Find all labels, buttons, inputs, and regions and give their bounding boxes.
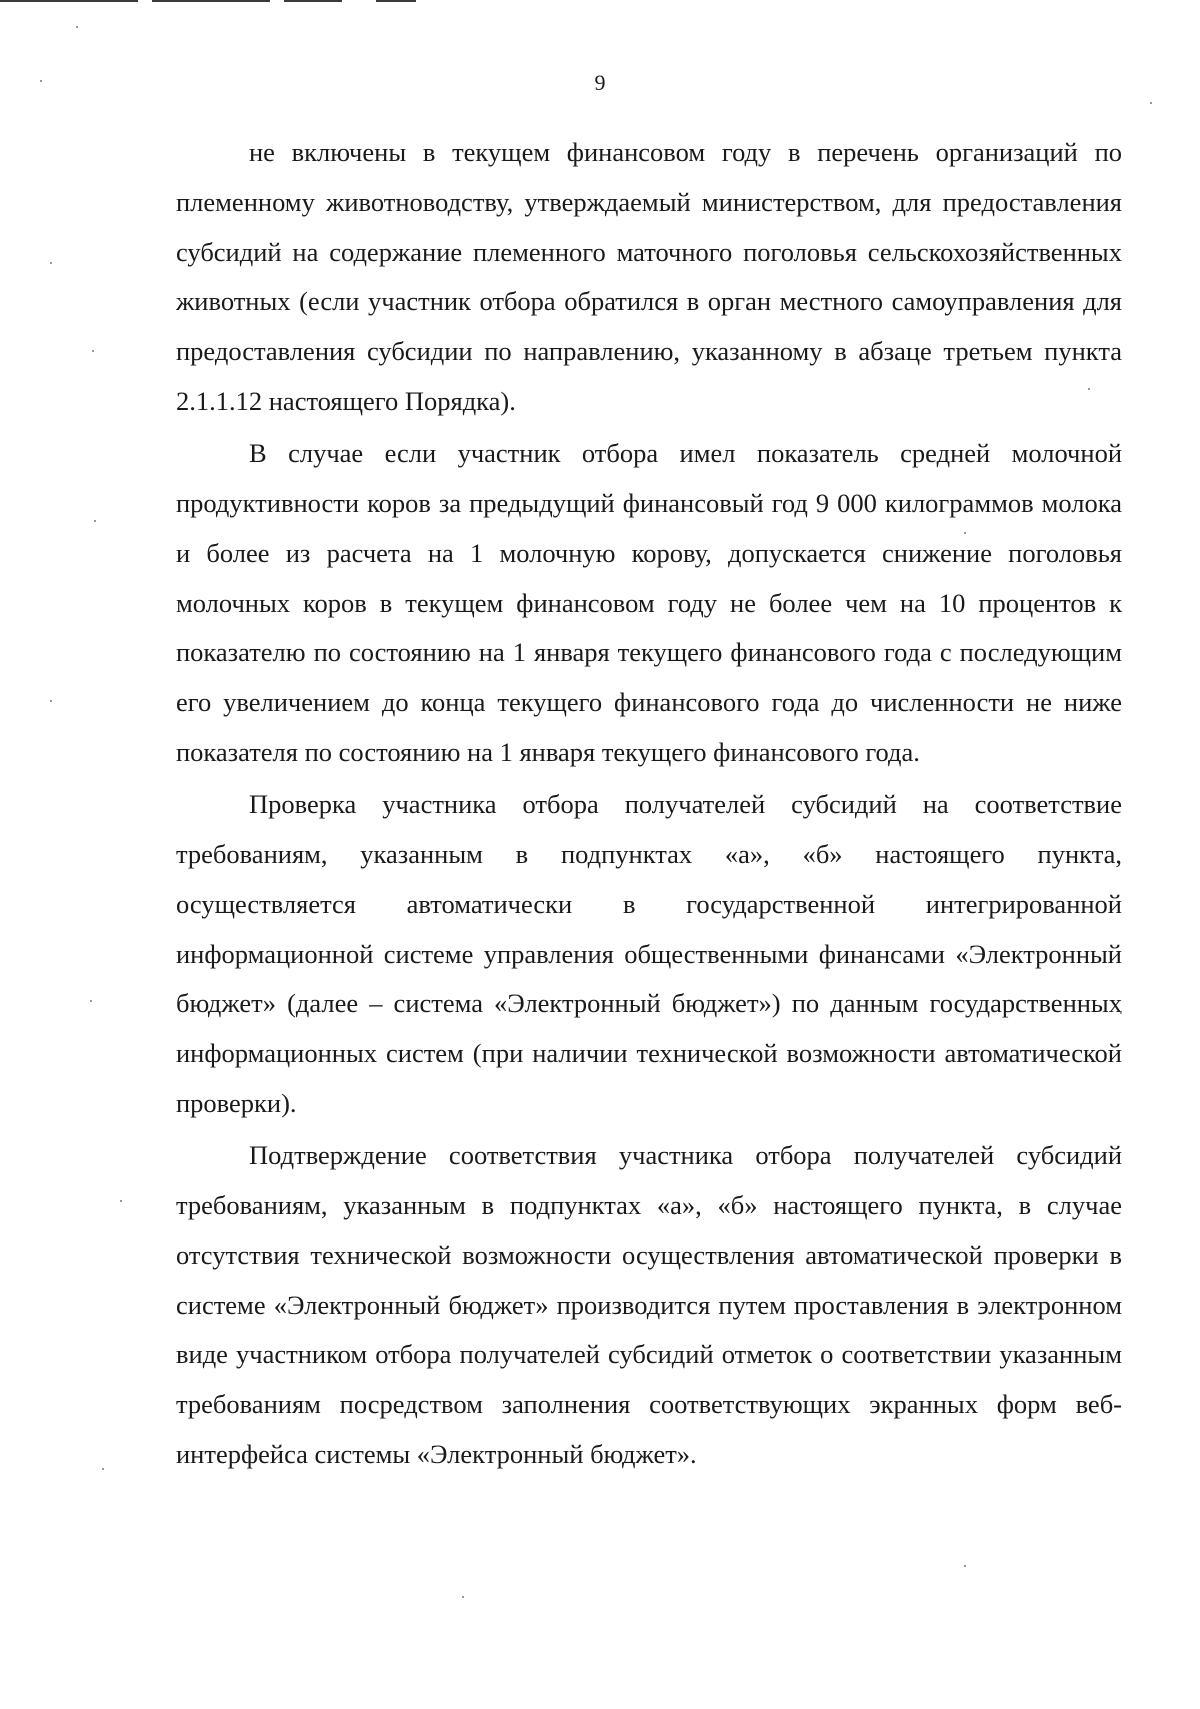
scan-speck — [964, 1565, 966, 1567]
scan-edge-line — [0, 0, 138, 2]
paragraph-confirmation: Подтверждение соответствия участника отбора получателей субсидий требованиям, указанным в подпунктах «а», «б» настоящего пункта, в случае отсутствия технической возможности осуществления автоматической проверки в системе «Электронный бюджет» производится путем проставления в электронном виде участником отбора получателей субсидий отметок о соответствии указанным требованиям посредством заполнения соответствующих экранных форм веб-интерфейса системы «Электронный бюджет». — [176, 1140, 1122, 1469]
scan-speck — [462, 1596, 464, 1598]
scan-speck — [102, 1468, 104, 1470]
paragraph-continuation: не включены в текущем финансовом году в перечень организаций по племенному животноводству, утверждаемый министерством, для предоставления субсидий на содержание племенного маточного поголовья сельскохозяйственных животных (если участник отбора обратился в орган местного самоуправления для предоставления субсидии по направлению, указанному в абзаце третьем пункта 2.1.1.12 настоящего Порядка). — [176, 137, 1122, 416]
paragraph-dairy-productivity: В случае если участник отбора имел показатель средней молочной продуктивности коров за предыдущий финансовый год 9 000 килограммов молока и более из расчета на 1 молочную корову, допускается снижение поголовья молочных коров в текущем финансовом году не более чем на 10 процентов к показателю по состоянию на 1 января текущего финансового года с последующим его увеличением до конца текущего финансового года до численности не ниже показателя по состоянию на 1 января текущего финансового года. — [176, 438, 1122, 767]
scan-speck — [50, 700, 52, 702]
scan-speck — [90, 1000, 92, 1002]
scan-speck — [76, 26, 78, 28]
page-number: 9 — [594, 70, 606, 95]
scan-speck — [50, 262, 52, 264]
scan-speck — [120, 1200, 122, 1202]
scan-speck — [94, 520, 96, 522]
paragraph-automatic-check: Проверка участника отбора получателей субсидий на соответствие требованиям, указанным в подпунктах «а», «б» настоящего пункта, осуществляется автоматически в государственной интегрированной информационной системе управления общественными финансами «Электронный бюджет» (далее – система «Электронный бюджет») по данным государственных информационных систем (при наличии технической возможности автоматической проверки). — [176, 789, 1122, 1118]
scan-edge-line — [376, 0, 416, 2]
scan-edge-line — [284, 0, 342, 2]
scan-speck — [1150, 102, 1152, 104]
scan-edge-line — [152, 0, 270, 2]
document-body — [176, 128, 1122, 1482]
scan-speck — [92, 350, 94, 352]
